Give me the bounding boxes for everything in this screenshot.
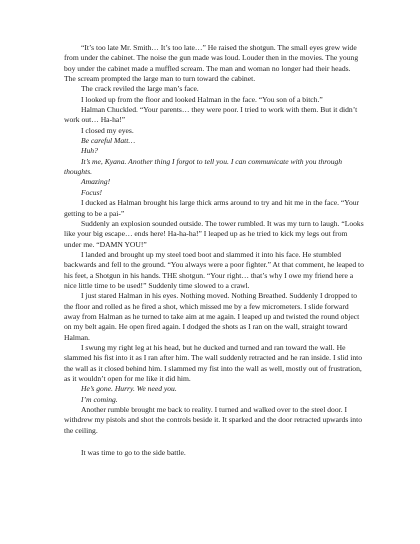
paragraph: I landed and brought up my steel toed boot and slammed it into his face. He stumbled backwards and fell to the ground. “You always were a poor fighter.” At that comment, he leaped to his feet, a Shotgun in his hands. THE shotgun. “Your right… that’s why I owe my friend here a nice little time to be used!” Suddenly time slowed to a crawl. [64, 249, 364, 290]
thought-line: Amazing! [81, 177, 111, 187]
paragraph: I just stared Halman in his eyes. Nothing moved. Nothing Breathed. Suddenly I dropped to the floor and rolled as he fired a shot, which missed me by a few micrometers. I slide forward away from Halman as he turned to take aim at me again. I leaped up and twisted the round object on my belt again. He open fired again. I dodged the shots as I ran on the wall, straight toward Halman. [64, 291, 360, 342]
paragraph: I swung my right leg at his head, but he ducked and turned and ran toward the wall. He slammed his fist into it as I ran after him. The wall suddenly retracted and he ran inside. I slid into the wall as it closed behind him. I slammed my fist into the wall as well, mostly out of frustration, as it wouldn’t open for me like it did him. [64, 342, 363, 383]
thought-line: I’m coming. [81, 394, 118, 404]
thought-line: Be careful Matt… [81, 136, 136, 146]
paragraph: I ducked as Halman brought his large thick arms around to try and hit me in the face. “Your getting to be a pai-” [64, 198, 360, 218]
paragraph: The crack reviled the large man’s face. [81, 84, 199, 94]
closing-line: It was time to go to the side battle. [81, 448, 186, 458]
paragraph: I closed my eyes. [81, 125, 134, 135]
paragraph: “It’s too late Mr. Smith… It’s too late…” He raised the shotgun. The small eyes grew wide from under the cabinet. The noise the gun made was loud. Louder then in the movies. The young boy under the cabinet made a muffled scream. The man and woman no longer had their heads. The scream prompted the large man to turn toward the cabinet. [64, 43, 359, 84]
paragraph: Halman Chuckled. “Your parents… they were poor. I tried to work with them. But it didn’t work out… Ha-ha!” [64, 105, 358, 125]
thought-line: Huh? [81, 146, 98, 156]
thought-line: Focus! [81, 187, 103, 197]
paragraph: Another rumble brought me back to reality. I turned and walked over to the steel door. I withdrew my pistols and shot the controls beside it. It sparked and the door retracted upwards into the ceiling. [64, 405, 362, 435]
thought-line: He’s gone. Hurry. We need you. [81, 384, 177, 394]
thought-line: It’s me, Kyana. Another thing I forgot to tell you. I can communicate with you through thoughts. [64, 156, 343, 177]
paragraph: Suddenly an explosion sounded outside. The tower rumbled. It was my turn to laugh. “Looks like your big escape… ends here! Ha-ha-ha!” I leaped up as he tried to kick my legs out from under me. “DAMN YOU!” [64, 218, 364, 249]
paragraph: I looked up from the floor and looked Halman in the face. “You son of a bitch.” [81, 94, 323, 104]
